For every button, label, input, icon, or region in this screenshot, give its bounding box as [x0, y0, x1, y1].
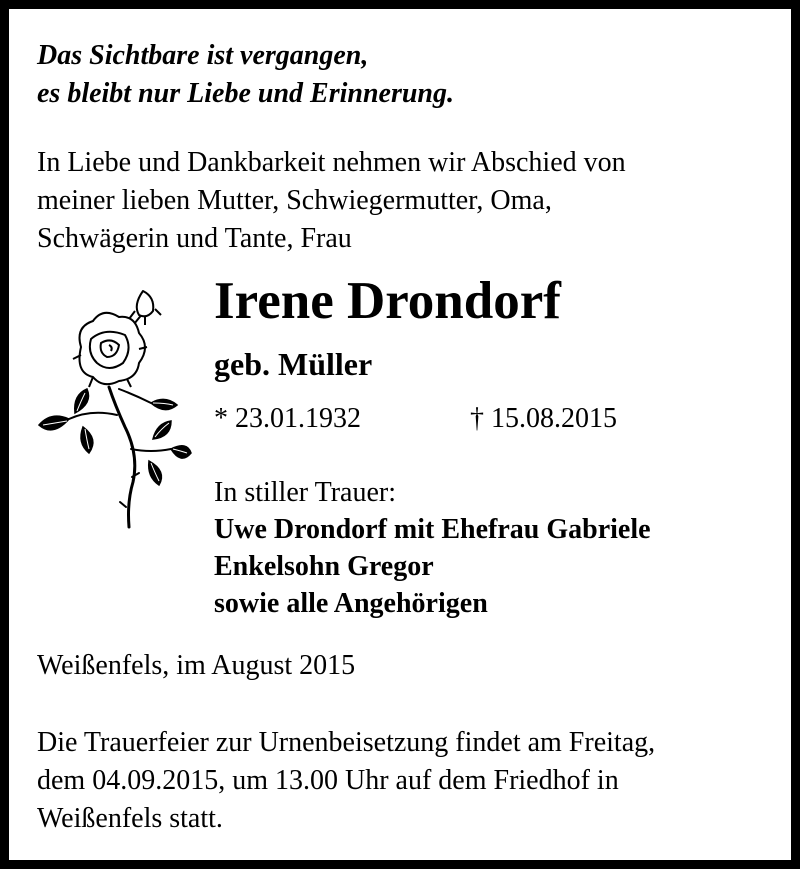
- rose-icon: [31, 277, 193, 535]
- death-date: † 15.08.2015: [470, 403, 617, 434]
- mourner-line-1: Uwe Drondorf mit Ehefrau Gabriele: [214, 514, 651, 545]
- ceremony-line-2: dem 04.09.2015, um 13.00 Uhr auf dem Friedhof in: [37, 765, 619, 796]
- motto-line-1: Das Sichtbare ist vergangen,: [37, 40, 369, 71]
- intro-line-1: In Liebe und Dankbarkeit nehmen wir Abschied von: [37, 147, 626, 178]
- motto-line-2: es bleibt nur Liebe und Erinnerung.: [37, 78, 454, 109]
- intro-line-3: Schwägerin und Tante, Frau: [37, 223, 352, 254]
- deceased-name: Irene Drondorf: [214, 272, 561, 330]
- motto-verse: [37, 37, 454, 113]
- place-and-date: Weißenfels, im August 2015: [37, 650, 356, 681]
- maiden-name: geb. Müller: [214, 346, 373, 382]
- mourners-label: In stiller Trauer:: [214, 477, 396, 508]
- mourner-line-3: sowie alle Angehörigen: [214, 588, 488, 619]
- ceremony-notice: [37, 724, 655, 838]
- mourner-line-2: Enkelsohn Gregor: [214, 551, 434, 582]
- ceremony-line-3: Weißenfels statt.: [37, 803, 223, 834]
- farewell-intro: [37, 144, 626, 258]
- birth-date: * 23.01.1932: [214, 403, 361, 434]
- ceremony-line-1: Die Trauerfeier zur Urnenbeisetzung findet am Freitag,: [37, 727, 656, 758]
- intro-line-2: meiner lieben Mutter, Schwiegermutter, Oma,: [37, 185, 552, 216]
